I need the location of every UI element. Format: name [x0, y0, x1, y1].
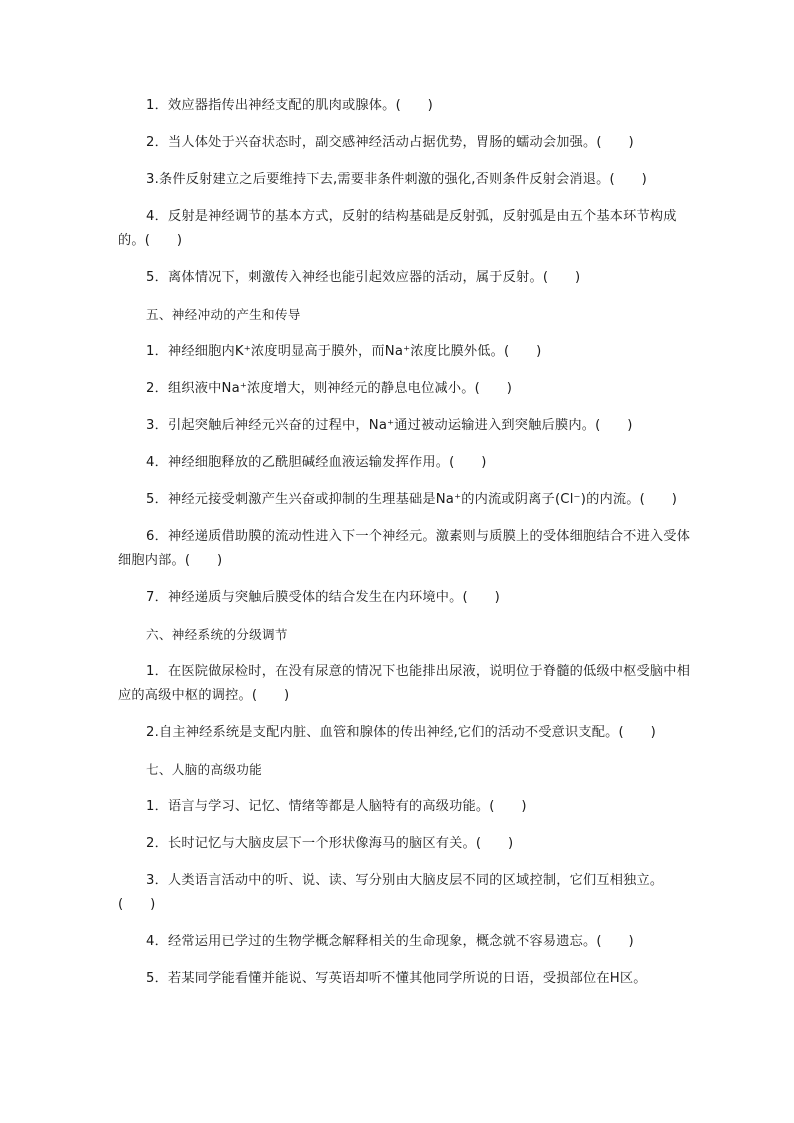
question-item: 2．长时记忆与大脑皮层下一个形状像海马的脑区有关。( ) [146, 836, 514, 851]
section-brain-functions [118, 758, 694, 991]
section-reflex [118, 94, 694, 290]
section-heading: 五、神经冲动的产生和传导 [146, 307, 301, 322]
question-item: 3．引起突触后神经元兴奋的过程中，Na⁺通过被动运输进入到突触后膜内。( ) [146, 418, 633, 433]
section-hierarchical-regulation [118, 623, 694, 745]
question-item: 2．当人体处于兴奋状态时，副交感神经活动占据优势，胃肠的蠕动会加强。( ) [146, 135, 634, 150]
question-item: 4．反射是神经调节的基本方式，反射的结构基础是反射弧，反射弧是由五个基本环节构成的。( ) [118, 209, 677, 248]
section-heading: 六、神经系统的分级调节 [146, 627, 288, 642]
question-item: 4．神经细胞释放的乙酰胆碱经血液运输发挥作用。( ) [146, 455, 487, 470]
question-item: 4．经常运用已学过的生物学概念解释相关的生命现象，概念就不容易遗忘。( ) [146, 934, 634, 949]
question-item: 3．人类语言活动中的听、说、读、写分别由大脑皮层不同的区域控制，它们互相独立。( ) [118, 873, 664, 912]
section-nerve-impulse [118, 303, 694, 610]
question-item: 1．在医院做尿检时，在没有尿意的情况下也能排出尿液，说明位于脊髓的低级中枢受脑中相应的高级中枢的调控。( ) [118, 664, 691, 703]
question-item: 1．神经细胞内K⁺浓度明显高于膜外，而Na⁺浓度比膜外低。( ) [146, 344, 542, 359]
question-item: 5．离体情况下，刺激传入神经也能引起效应器的活动，属于反射。( ) [146, 270, 581, 285]
question-item: 2．组织液中Na⁺浓度增大，则神经元的静息电位减小。( ) [146, 381, 513, 396]
question-item: 3.条件反射建立之后要维持下去,需要非条件刺激的强化,否则条件反射会消退。( ) [146, 172, 648, 187]
section-heading: 七、人脑的高级功能 [146, 762, 263, 777]
question-item: 7．神经递质与突触后膜受体的结合发生在内环境中。( ) [146, 590, 500, 605]
question-item: 5．若某同学能看懂并能说、写英语却听不懂其他同学所说的日语，受损部位在H区。 [146, 971, 647, 986]
question-item: 5．神经元接受刺激产生兴奋或抑制的生理基础是Na⁺的内流或阴离子(Cl⁻)的内流。( ) [146, 492, 678, 507]
question-item: 1．效应器指传出神经支配的肌肉或腺体。( ) [146, 98, 434, 113]
question-item: 1．语言与学习、记忆、情绪等都是人脑特有的高级功能。( ) [146, 799, 527, 814]
question-item: 2.自主神经系统是支配内脏、血管和腺体的传出神经,它们的活动不受意识支配。( ) [146, 725, 657, 740]
question-item: 6．神经递质借助膜的流动性进入下一个神经元。激素则与质膜上的受体细胞结合不进入受体细胞内部。( ) [118, 529, 691, 568]
